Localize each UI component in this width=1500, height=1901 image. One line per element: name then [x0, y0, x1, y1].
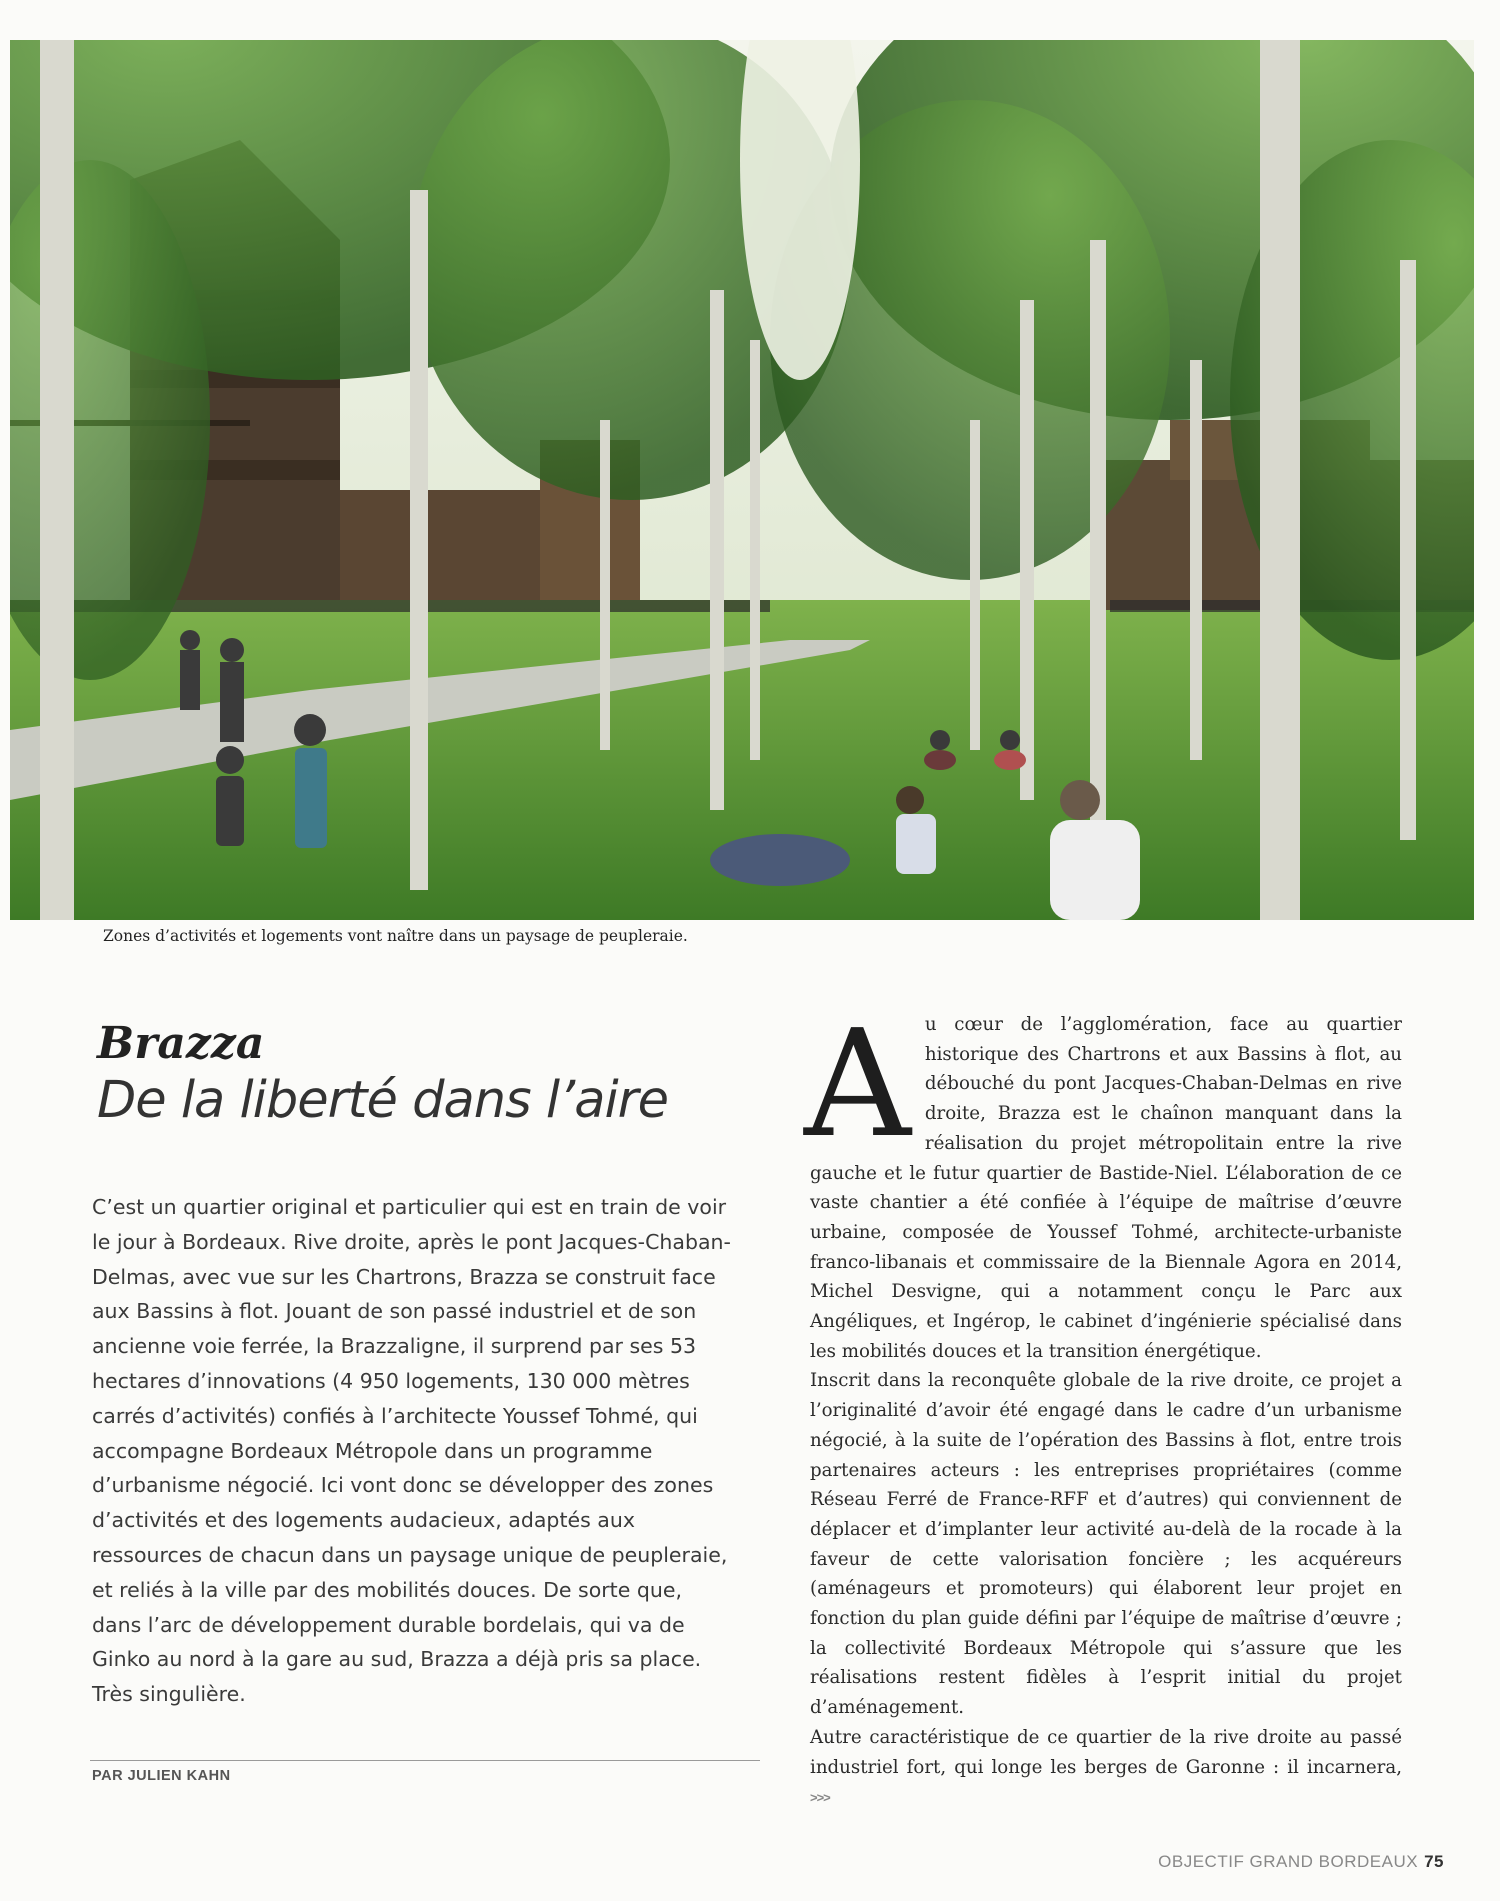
body-paragraph-3	[810, 1723, 1402, 1813]
paragraph-3-text: Autre caractéristique de ce quartier de la rive droite au passé industriel fort, qui longe les berges de Garonne : il incarnera,	[810, 1726, 1402, 1778]
body-paragraph-1	[804, 998, 1402, 1366]
article-body	[804, 998, 1402, 1813]
page-footer	[1158, 1852, 1444, 1872]
byline-divider	[90, 1760, 760, 1761]
hero-illustration	[10, 40, 1474, 920]
article-kicker: Brazza	[97, 1018, 265, 1069]
page-number: 75	[1424, 1852, 1444, 1871]
park-rendering-image	[10, 40, 1474, 920]
body-paragraph-2: Inscrit dans la reconquête globale de la rive droite, ce projet a l’originalité d’avoir été engagé dans le cadre d’un urbanisme négocié, à la suite de l’opération des Bassins à flot, entre trois partenaires acteurs : les entreprises propriétaires (comme Réseau Ferré de France-RFF et d’autres) qui conviennent de déplacer et d’implanter leur activité au-delà de la rocade à la faveur de cette valorisation foncière ; les acquéreurs (aménageurs et promoteurs) qui élaborent leur projet en fonction du plan guide défini par l’équipe de maîtrise d’œuvre ; la collectivité Bordeaux Métropole qui s’assure que les réalisations restent fidèles à l’esprit initial du projet d’aménagement.	[810, 1370, 1402, 1719]
continued-arrow-icon: >>>	[810, 1790, 830, 1806]
article-headline: De la liberté dans l’aire	[97, 1071, 669, 1130]
paragraph-1-text: u cœur de l’agglomération, face au quartier historique des Chartrons et aux Bassins à flot, au débouché du pont Jacques-Chaban-Delmas en rive droite, Brazza est le chaînon manquant dans la réalisation du projet métropolitain entre la rive gauche et le futur quartier de Bastide-Niel. L’élaboration de ce vaste chantier a été confiée à l’équipe de maîtrise d’œuvre urbaine, composée de Youssef Tohmé, architecte-urbaniste franco-libanais et commissaire de la Biennale Agora en 2014, Michel Desvigne, qui a notamment conçu le Parc aux Angéliques, et Ingérop, le cabinet d’ingénierie spécialisé dans les mobilités douces et la transition énergétique.	[810, 1014, 1402, 1362]
title-block	[97, 1018, 777, 1132]
magazine-name: OBJECTIF GRAND BORDEAUX	[1158, 1852, 1419, 1871]
article-lead: C’est un quartier original et particulier qui est en train de voir le jour à Bordeaux. Rive droite, après le pont Jacques-Chaban-Delmas, avec vue sur les Chartrons, Brazza se construit face aux Bassins à flot. Jouant de son passé industriel et de son ancienne voie ferrée, la Brazzaligne, il surprend par ses 53 hectares d’innovations (4 950 logements, 130 000 mètres carrés d’activités) confiés à l’architecte Youssef Tohmé, qui accompagne Bordeaux Métropole dans un programme d’urbanisme négocié. Ici vont donc se développer des zones d’activités et des logements audacieux, adaptés aux ressources de chacun dans un paysage unique de peupleraie, et reliés à la ville par des mobilités douces. De sorte que, dans l’arc de développement durable bordelais, qui va de Ginko au nord à la gare au sud, Brazza a déjà pris sa place. Très singulière.	[92, 1195, 731, 1707]
image-caption: Zones d’activités et logements vont naître dans un paysage de peupleraie.	[103, 927, 688, 945]
drop-cap: A	[804, 998, 911, 1170]
article-byline: PAR JULIEN KAHN	[92, 1768, 231, 1784]
